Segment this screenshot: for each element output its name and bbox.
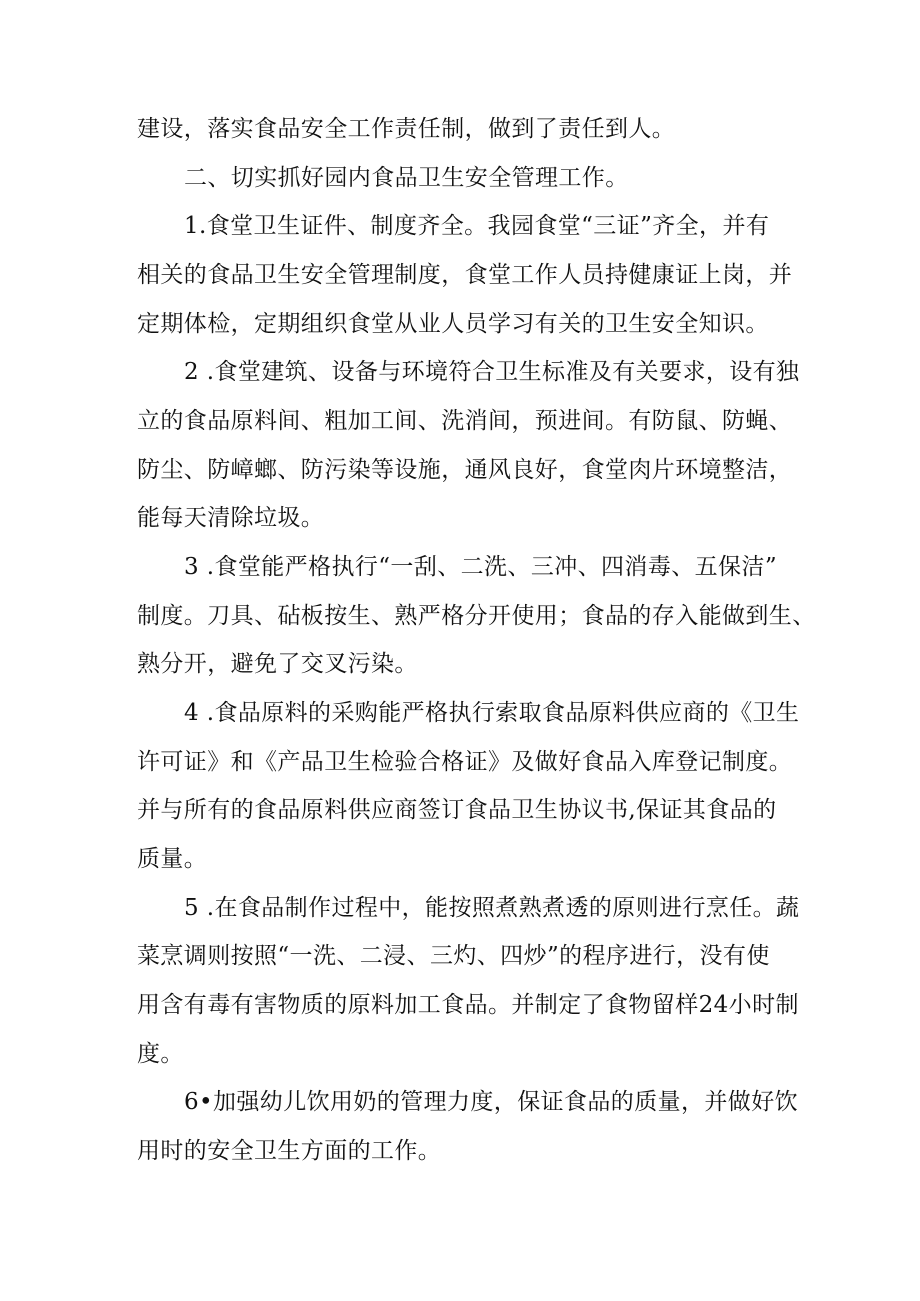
text-line-12: 熟分开，避免了交叉污染。 bbox=[137, 651, 418, 677]
text-line-15: 并与所有的食品原料供应商签订食品卫生协议书,保证其食品的 bbox=[137, 797, 777, 823]
text-line-13: 4 .食品原料的采购能严格执行索取食品原料供应商的《卫生 bbox=[184, 700, 800, 726]
text-line-19: 用含有毒有害物质的原料加工食品。并制定了食物留样24小时制 bbox=[137, 992, 799, 1018]
text-line-17: 5 .在食品制作过程中，能按照煮熟煮透的原则进行烹任。蔬 bbox=[184, 895, 800, 921]
text-line-5: 定期体检，定期组织食堂从业人员学习有关的卫生安全知识。 bbox=[137, 311, 769, 337]
text-line-11: 制度。刀具、砧板按生、熟严格分开使用；食品的存入能做到生、 bbox=[137, 603, 816, 629]
text-line-16: 质量。 bbox=[137, 846, 208, 872]
text-line-6: 2 .食堂建筑、设备与环境符合卫生标准及有关要求，设有独 bbox=[184, 359, 800, 385]
text-line-10: 3 .食堂能严格执行“一刮、二洗、三冲、四消毒、五保洁” bbox=[184, 554, 777, 580]
text-line-22: 用时的安全卫生方面的工作。 bbox=[137, 1138, 442, 1164]
text-line-8: 防尘、防嶂螂、防污染等设施，通风良好，食堂肉片环境整洁， bbox=[137, 457, 793, 483]
text-line-4: 相关的食品卫生安全管理制度，食堂工作人员持健康证上岗，并 bbox=[137, 262, 793, 288]
section-heading: 二、切实抓好园内食品卫生安全管理工作。 bbox=[184, 165, 629, 191]
text-line-14: 许可证》和《产品卫生检验合格证》及做好食品入库登记制度。 bbox=[137, 749, 793, 775]
text-line-3: 1.食堂卫生证件、制度齐全。我园食堂“三证”齐全，并有 bbox=[184, 213, 770, 239]
text-line-1: 建设，落实食品安全工作责任制，做到了责任到人。 bbox=[137, 116, 676, 142]
text-line-20: 度。 bbox=[137, 1041, 184, 1067]
text-line-21: 6•加强幼儿饮用奶的管理力度，保证食品的质量，并做好饮 bbox=[184, 1089, 798, 1115]
text-line-18: 菜烹调则按照“一洗、二浸、三灼、四炒”的程序进行，没有使 bbox=[137, 943, 770, 969]
text-line-7: 立的食品原料间、粗加工间、洗消间，预进间。有防鼠、防蝇、 bbox=[137, 408, 793, 434]
text-line-9: 能每天清除垃圾。 bbox=[137, 505, 325, 531]
